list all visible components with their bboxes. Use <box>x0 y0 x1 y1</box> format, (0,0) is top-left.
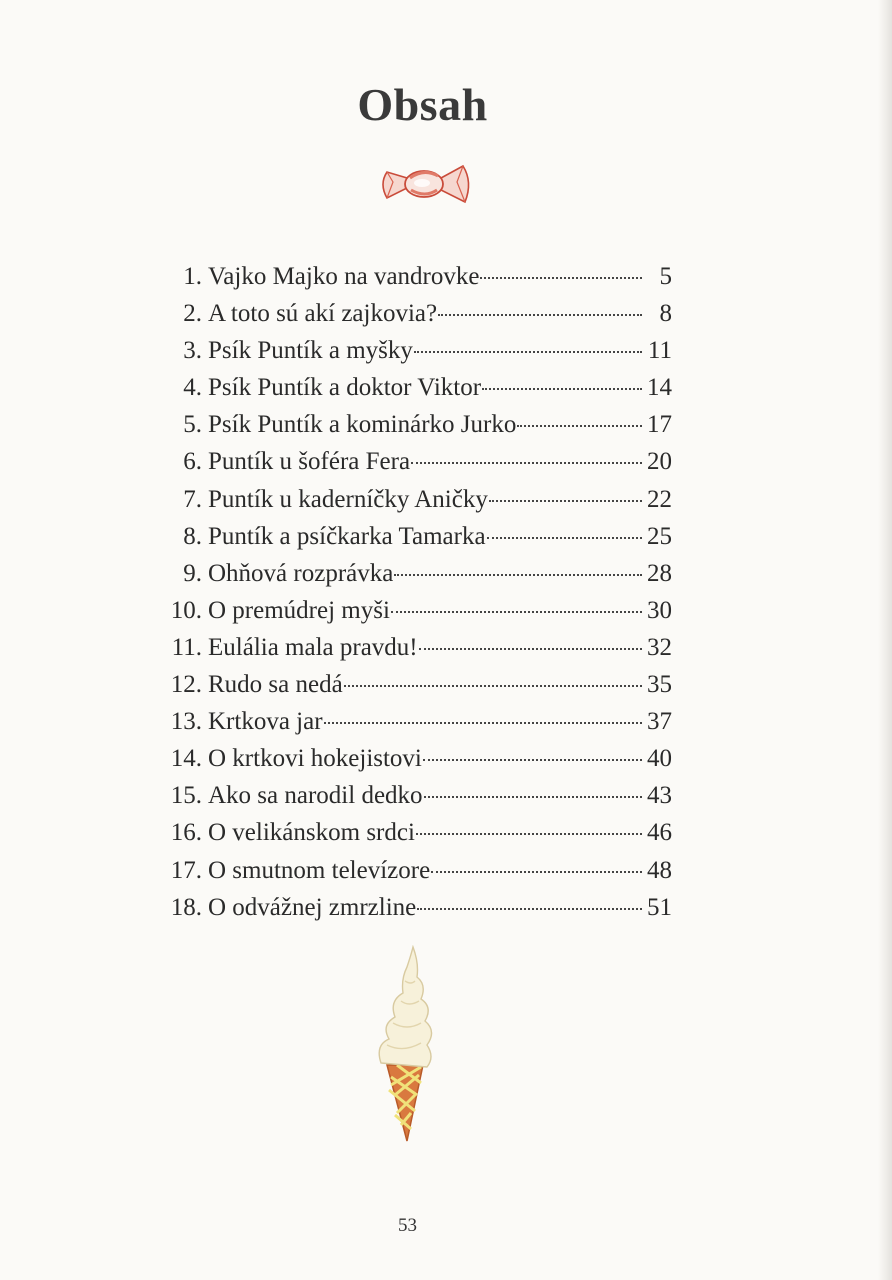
toc-entry[interactable] <box>160 406 672 443</box>
dot-leader <box>344 685 642 687</box>
toc-entry-page: 22 <box>647 485 672 513</box>
toc-entry-title: Ako sa narodil dedko <box>208 782 423 810</box>
toc-entry[interactable] <box>160 629 672 666</box>
toc-entry-title: Psík Puntík a myšky <box>208 337 413 365</box>
toc-entry-page: 25 <box>647 522 672 550</box>
toc-entry-page: 35 <box>647 671 672 699</box>
toc-entry-number: 15. <box>170 782 202 810</box>
toc-entry[interactable] <box>160 777 672 814</box>
dot-leader <box>438 314 642 316</box>
toc-entry-page: 37 <box>647 708 672 736</box>
ice-cream-cone-icon <box>355 945 455 1145</box>
dot-leader <box>489 500 642 502</box>
toc-entry-title: Vajko Majko na vandrovke <box>208 263 480 290</box>
page-title: Obsah <box>357 79 488 130</box>
toc-entry-number: 5. <box>183 411 202 439</box>
toc-entry-title: Rudo sa nedá <box>208 671 343 699</box>
toc-entry-number: 6. <box>183 448 202 476</box>
table-of-contents <box>160 258 672 926</box>
toc-entry-page: 48 <box>647 856 672 884</box>
toc-entry-title: A toto sú akí zajkovia? <box>208 300 438 328</box>
toc-entry-title: O smutnom televízore <box>208 856 431 884</box>
toc-entry-number: 13. <box>170 708 202 736</box>
toc-entry[interactable] <box>160 592 672 629</box>
toc-entry[interactable] <box>160 369 672 406</box>
toc-entry-title: O krtkovi hokejistovi <box>208 745 422 773</box>
dot-leader <box>419 648 642 650</box>
toc-entry-page: 30 <box>647 596 672 624</box>
toc-entry-title: Puntík u kaderníčky Aničky <box>208 485 488 513</box>
toc-entry[interactable] <box>160 852 672 889</box>
toc-entry-title: O velikánskom srdci <box>208 819 415 847</box>
page-number: 53 <box>398 1215 417 1236</box>
dot-leader <box>414 351 642 353</box>
toc-entry-title: Puntík u šoféra Fera <box>208 448 411 476</box>
toc-entry[interactable] <box>160 814 672 851</box>
toc-entry[interactable] <box>160 295 672 332</box>
dot-leader <box>417 908 642 910</box>
toc-entry-title: Krtkova jar <box>208 708 323 736</box>
toc-entry-number: 3. <box>183 337 202 365</box>
toc-entry-page: 51 <box>647 893 672 921</box>
toc-entry-page: 8 <box>659 300 672 328</box>
toc-entry-title: Puntík a psíčkarka Tamarka <box>208 522 486 550</box>
dot-leader <box>431 871 642 873</box>
toc-entry-number: 18. <box>170 893 202 921</box>
dot-leader <box>482 388 642 390</box>
toc-entry-number: 10. <box>170 596 202 624</box>
toc-entry-number: 12. <box>170 671 202 699</box>
toc-entry-title: Eulália mala pravdu! <box>208 633 418 661</box>
toc-entry-number: 7. <box>183 485 202 513</box>
toc-entry[interactable] <box>160 481 672 518</box>
dot-leader <box>411 462 642 464</box>
page-edge-shadow <box>878 0 892 1280</box>
toc-entry-title: Ohňová rozprávka <box>208 559 394 587</box>
toc-entry-number: 4. <box>183 374 202 402</box>
toc-entry-page: 43 <box>647 782 672 810</box>
toc-entry-number: 9. <box>183 559 202 587</box>
dot-leader <box>517 425 642 427</box>
toc-entry[interactable] <box>160 518 672 555</box>
toc-entry[interactable] <box>160 332 672 369</box>
toc-entry[interactable] <box>160 666 672 703</box>
dot-leader <box>394 574 642 576</box>
toc-entry-number: 2. <box>183 300 202 328</box>
toc-entry-number: 17. <box>170 856 202 884</box>
toc-entry-number: 1. <box>183 263 202 290</box>
toc-entry-page: 20 <box>647 448 672 476</box>
toc-entry-number: 11. <box>171 633 202 661</box>
toc-entry-page: 5 <box>659 263 672 290</box>
toc-entry[interactable] <box>160 740 672 777</box>
dot-leader <box>487 537 642 539</box>
toc-entry[interactable] <box>160 443 672 480</box>
toc-entry[interactable] <box>160 703 672 740</box>
toc-entry[interactable] <box>160 889 672 926</box>
toc-entry-page: 28 <box>647 559 672 587</box>
dot-leader <box>324 722 642 724</box>
dot-leader <box>423 759 642 761</box>
dot-leader <box>416 833 642 835</box>
dot-leader <box>424 796 642 798</box>
candy-icon <box>375 160 475 208</box>
toc-entry-title: O odvážnej zmrzline <box>208 893 417 921</box>
toc-entry-page: 17 <box>647 411 672 439</box>
dot-leader <box>391 611 642 613</box>
toc-entry-number: 8. <box>183 522 202 550</box>
toc-entry-number: 16. <box>170 819 202 847</box>
toc-entry-title: Psík Puntík a doktor Viktor <box>208 374 482 402</box>
toc-entry-title: O premúdrej myši <box>208 596 390 624</box>
toc-entry-page: 40 <box>647 745 672 773</box>
toc-entry-page: 46 <box>647 819 672 847</box>
toc-entry[interactable] <box>160 555 672 592</box>
toc-entry-page: 11 <box>647 337 672 365</box>
toc-entry-number: 14. <box>170 745 202 773</box>
toc-entry[interactable] <box>160 258 672 295</box>
toc-entry-page: 32 <box>647 633 672 661</box>
toc-entry-title: Psík Puntík a kominárko Jurko <box>208 411 517 439</box>
toc-entry-page: 14 <box>647 374 672 402</box>
dot-leader <box>480 277 642 279</box>
